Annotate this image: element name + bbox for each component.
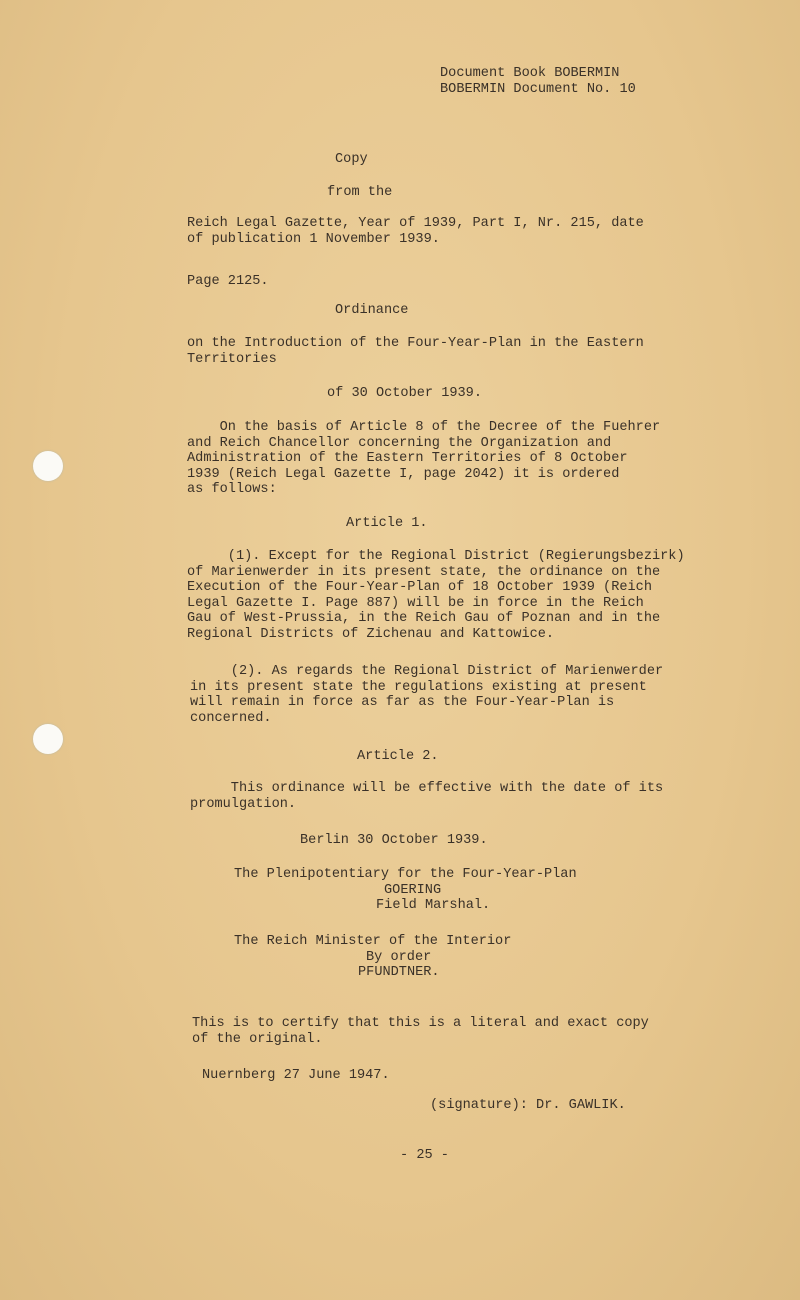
text-line: of the original. [192, 1031, 323, 1047]
source-line: of publication 1 November 1939. [187, 231, 440, 247]
text-line: Gau of West-Prussia, in the Reich Gau of Poznan and in the [187, 611, 661, 626]
signatory-name: GOERING [384, 882, 442, 898]
certification-signature: (signature): Dr. GAWLIK. [430, 1098, 626, 1113]
signatory-name: PFUNDTNER. [358, 965, 440, 980]
text-line: Administration of the Eastern Territories of 8 October [187, 451, 628, 466]
text-line: (1). Except for the Regional District (Regierungsbezirk) [187, 549, 685, 564]
article-1-para-2 [190, 664, 663, 726]
text-line: On the basis of Article 8 of the Decree of the Fuehrer [187, 420, 661, 435]
article-1-para-1 [187, 549, 685, 642]
document-reference [440, 66, 636, 97]
article-2-heading: Article 2. [357, 749, 439, 764]
text-line: This ordinance will be effective with the date of its [190, 781, 664, 796]
text-line: (2). As regards the Regional District of Marienwerder [190, 664, 664, 679]
signature-block-goering [234, 867, 577, 914]
preamble [187, 420, 660, 498]
copy-label: Copy [335, 152, 368, 167]
text-line: concerned. [190, 710, 272, 726]
ordinance-subtitle [187, 336, 644, 367]
article-1-heading: Article 1. [346, 516, 428, 531]
text-line: will remain in force as far as the Four-Year-Plan is [190, 695, 615, 710]
ordinance-title: Ordinance [335, 303, 409, 318]
place-date: Berlin 30 October 1939. [300, 833, 488, 848]
source-citation [187, 216, 644, 247]
signatory-title: The Reich Minister of the Interior [234, 934, 512, 949]
text-line: 1939 (Reich Legal Gazette I, page 2042) it is ordered [187, 466, 620, 482]
article-2-text [190, 781, 663, 812]
page-number: - 25 - [400, 1148, 449, 1163]
text-line: of Marienwerder in its present state, the ordinance on the [187, 564, 661, 580]
from-the-label: from the [327, 185, 393, 200]
text-line: Regional Districts of Zichenau and Kattowice. [187, 626, 555, 642]
text-line: promulgation. [190, 796, 297, 812]
punch-hole [33, 724, 63, 754]
text-line: in its present state the regulations existing at present [190, 679, 647, 695]
page-reference: Page 2125. [187, 274, 269, 289]
subtitle-line: Territories [187, 351, 277, 367]
text-line: as follows: [187, 482, 277, 497]
signature-block-pfundtner [234, 934, 511, 981]
signatory-title: The Plenipotentiary for the Four-Year-Plan [234, 867, 577, 882]
source-line: Reich Legal Gazette, Year of 1939, Part I, Nr. 215, date [187, 216, 644, 231]
text-line: This is to certify that this is a literal and exact copy [192, 1016, 649, 1031]
text-line: Execution of the Four-Year-Plan of 18 October 1939 (Reich [187, 580, 652, 595]
text-line: and Reich Chancellor concerning the Organization and [187, 435, 612, 451]
signatory-by-order: By order [366, 949, 432, 965]
punch-hole [33, 451, 63, 481]
text-line: Legal Gazette I. Page 887) will be in force in the Reich [187, 595, 644, 611]
signatory-rank: Field Marshal. [376, 898, 491, 913]
subtitle-line: on the Introduction of the Four-Year-Plan in the Eastern [187, 336, 644, 351]
certification [192, 1016, 649, 1047]
certification-place-date: Nuernberg 27 June 1947. [202, 1068, 390, 1083]
doc-book-line: Document Book BOBERMIN [440, 66, 620, 81]
ordinance-date: of 30 October 1939. [327, 386, 482, 401]
doc-number-line: BOBERMIN Document No. 10 [440, 81, 636, 97]
